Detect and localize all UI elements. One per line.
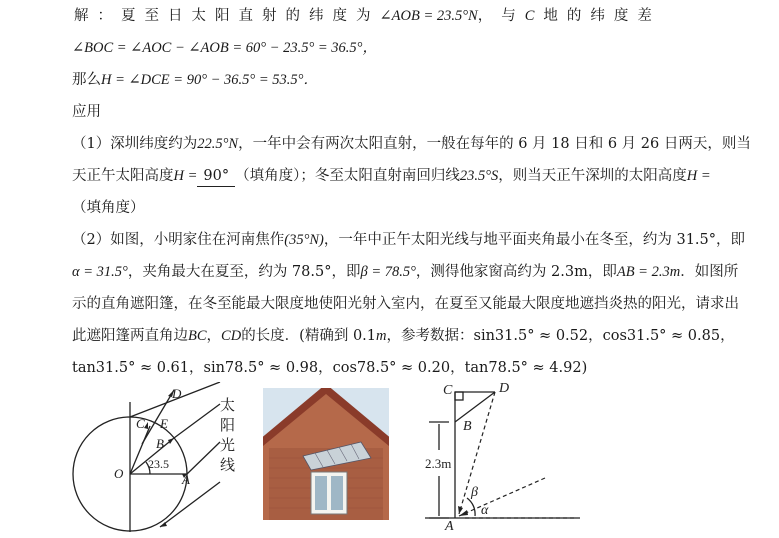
label-c-2: C (443, 383, 453, 398)
question-2-line-1: （2）如图，小明家住在河南焦作(35°N)，一年中正午太阳光线与地平面夹角最小在冬至，约为 31.5°，即 (72, 232, 746, 248)
label-beta: β (471, 485, 478, 500)
label-b-2: B (463, 419, 472, 434)
solution-line-2: ∠BOC = ∠AOC − ∠AOB = 60° − 23.5° = 36.5°， (72, 40, 377, 56)
question-1-line-3: （填角度） (72, 200, 145, 216)
label-c: C (136, 416, 145, 431)
label-b: B (156, 436, 164, 451)
question-2-line-5: tan31.5° ≈ 0.61，sin78.5° ≈ 0.98，cos78.5° ≈ 0.20，tan78.5° ≈ 4.92) (72, 360, 588, 376)
sunlight-char-4: 线 (220, 456, 236, 474)
answer-blank[interactable]: 90° (197, 166, 235, 187)
label-d: D (172, 386, 182, 401)
sunlight-char-2: 阳 (220, 416, 236, 434)
house-awning-photo (263, 388, 389, 520)
sunlight-char-1: 太 (220, 396, 236, 414)
question-1-line-2: 天正午太阳高度H = 90° （填角度）；冬至太阳直射南回归线23.5°S，则当天正午深圳的太阳高度H = (72, 166, 711, 187)
question-2-line-4: 此遮阳篷两直角边BC，CD的长度．(精确到 0.1m，参考数据：sin31.5° ≈ 0.52，cos31.5° ≈ 0.85， (72, 328, 735, 344)
question-2-line-2: α = 31.5°，夹角最大在夏至，约为 78.5°，即β = 78.5°，测得他家窗高约为 2.3m，即AB = 2.3m．如图所 (72, 264, 739, 280)
question-1-line-1: （1）深圳纬度约为22.5°N，一年中会有两次太阳直射，一般在每年的 6 月 18 日和 6 月 26 日两天，则当 (72, 136, 751, 152)
label-o: O (114, 466, 124, 481)
label-a: A (182, 472, 190, 487)
height-label: 2.3m (425, 456, 452, 471)
section-heading-apply: 应用 (72, 104, 101, 120)
question-2-line-3: 示的直角遮阳篷，在冬至能最大限度地使阳光射入室内，在夏至又能最大限度地遮挡炎热的阳光，请求出 (72, 296, 739, 312)
earth-diagram (70, 382, 245, 532)
label-alpha: α (481, 503, 489, 518)
angle-label: 23.5 (148, 457, 169, 471)
label-e: E (160, 416, 168, 431)
sunlight-char-3: 光 (220, 436, 236, 454)
label-a-2: A (445, 519, 454, 533)
label-d-2: D (499, 381, 510, 396)
solution-line-1: 解：夏至日太阳直射的纬度为∠AOB = 23.5°N，与C地的纬度差 (74, 8, 661, 24)
awning-geometry-diagram (405, 378, 585, 533)
solution-line-3: 那么H = ∠DCE = 90° − 36.5° = 53.5°． (72, 72, 318, 88)
